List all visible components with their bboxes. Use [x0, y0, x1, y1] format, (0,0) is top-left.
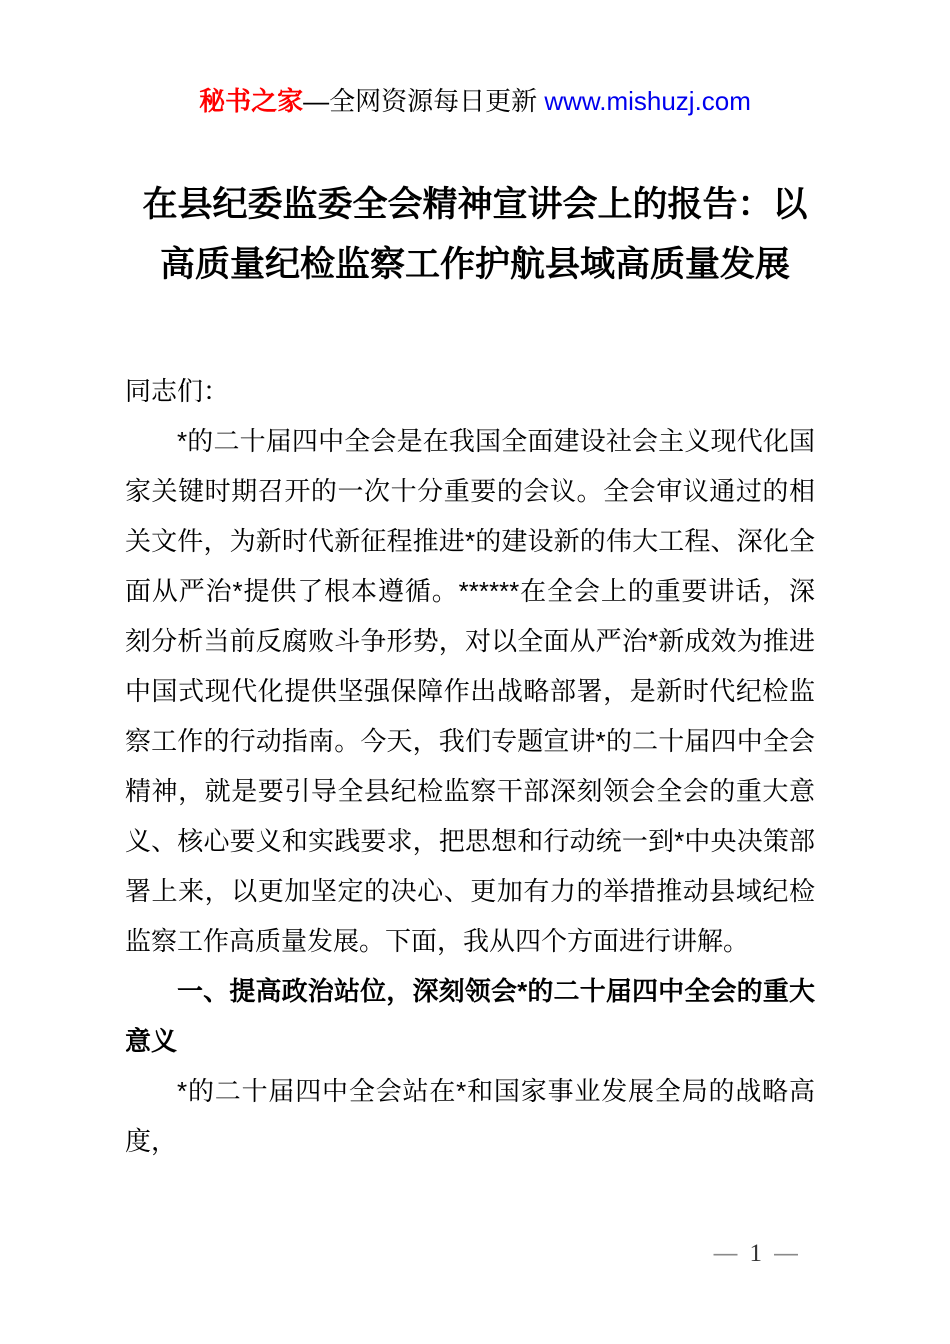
document-title: 在县纪委监委全会精神宣讲会上的报告：以高质量纪检监察工作护航县域高质量发展	[142, 185, 808, 284]
page-number: 1	[749, 1240, 762, 1267]
site-url-link[interactable]: www.mishuzj.com	[544, 86, 751, 116]
section-heading-1: 一、提高政治站位，深刻领会*的二十届四中全会的重大意义	[125, 976, 815, 1056]
site-brand: 秘书之家	[199, 86, 304, 116]
page-number-right-dash: —	[774, 1240, 798, 1267]
header-tagline: —全网资源每日更新	[303, 86, 545, 116]
page-number-left-dash: —	[713, 1240, 738, 1267]
paragraph-section-1: *的二十届四中全会站在*和国家事业发展全局的战略高度，	[125, 1076, 815, 1156]
document-body	[125, 366, 815, 1166]
paragraph-intro: *的二十届四中全会是在我国全面建设社会主义现代化国家关键时期召开的一次十分重要的会议。全会审议通过的相关文件，为新时代新征程推进*的建设新的伟大工程、深化全面从严治*提供了根本遵循。******在全会上的重要讲话，深刻分析当前反腐败斗争形势，对以全面从严治*新成效为推进中国式现代化提供坚强保障作出战略部署，是新时代纪检监察工作的行动指南。今天，我们专题宣讲*的二十届四中全会精神，就是要引导全县纪检监察干部深刻领会全会的重大意义、核心要义和实践要求，把思想和行动统一到*中央决策部署上来，以更加坚定的决心、更加有力的举措推动县域纪检监察工作高质量发展。下面，我从四个方面进行讲解。	[125, 426, 815, 956]
page-footer	[0, 1239, 950, 1269]
site-header	[0, 84, 950, 118]
salutation-text: 同志们：	[125, 376, 230, 406]
